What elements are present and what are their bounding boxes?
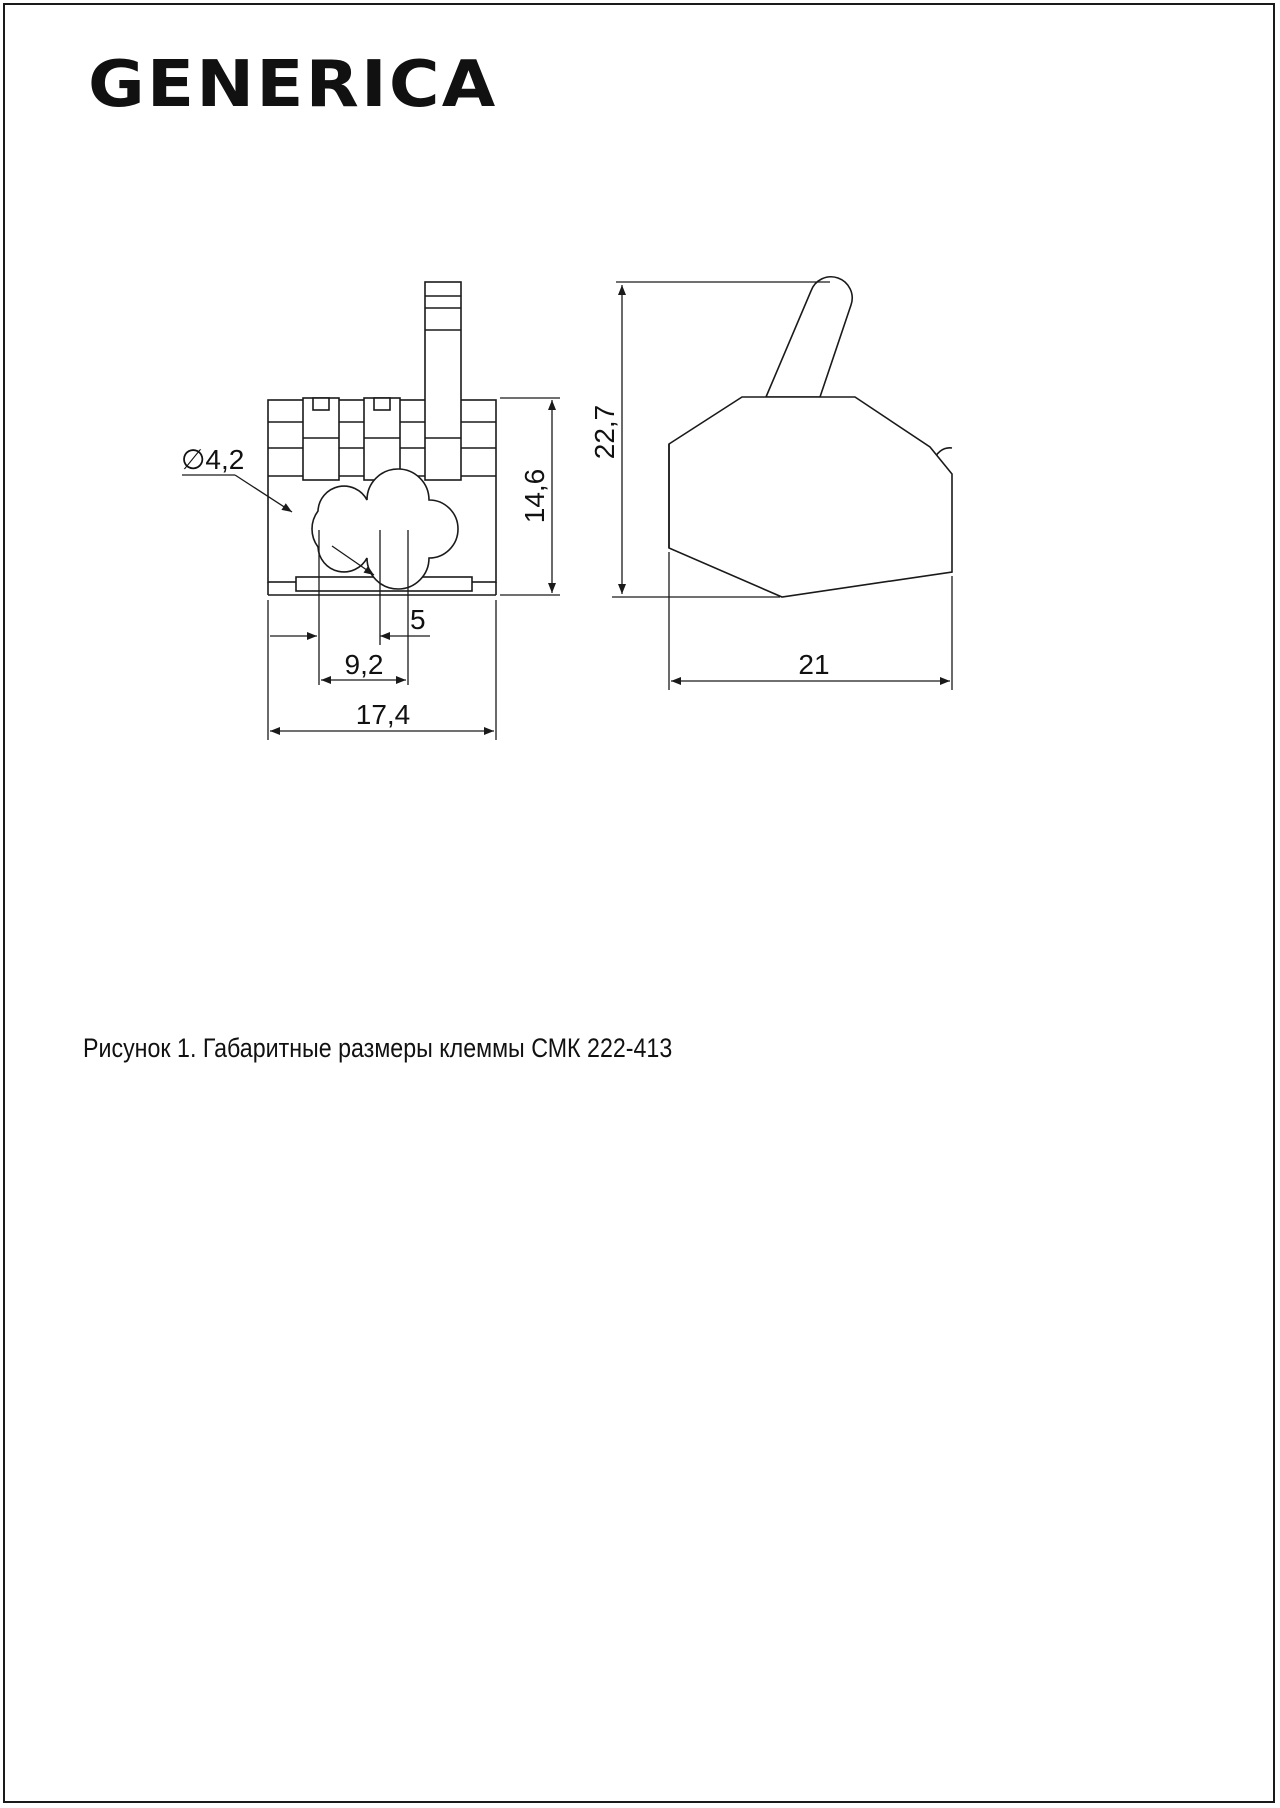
dim-hole-diameter: ∅4,2 [181, 444, 245, 475]
dim-hole-span: 9,2 [344, 649, 384, 680]
side-view [669, 277, 952, 597]
raised-lever [425, 282, 461, 480]
side-body [669, 397, 952, 597]
front-view [268, 282, 496, 595]
dim-body-height: 14,6 [519, 468, 550, 524]
figure-caption: Рисунок 1. Габаритные размеры клеммы СМК 222-413 [83, 1033, 673, 1063]
side-lever [766, 277, 852, 397]
dim-overall-height: 22,7 [589, 404, 620, 460]
brand-logo: GENERICA [88, 48, 498, 122]
dim-pitch: 5 [410, 604, 426, 635]
dim-depth: 21 [798, 649, 830, 680]
dim-overall-width: 17,4 [355, 699, 411, 730]
